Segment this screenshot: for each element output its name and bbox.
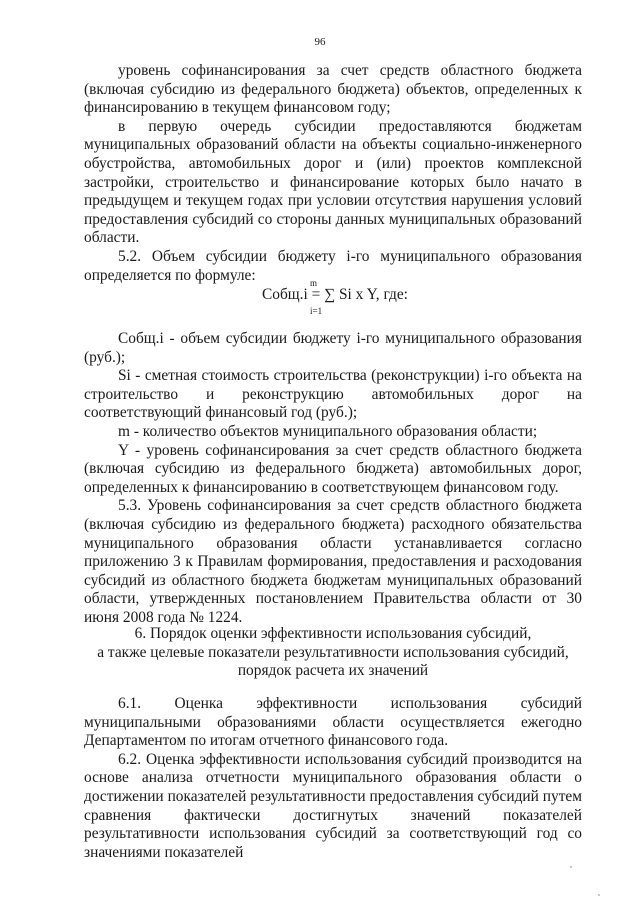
scan-speck bbox=[598, 894, 600, 896]
paragraph-priority-subsidies: в первую очередь субсидии предоставляются бюджетам муниципальных образований области на объекты социально-инженерного обустройства, автомобильных дорог и (или) проектов комплексной застройки, строительство и финансирование которых было начато в предыдущем и текущем годах при условии отсутствия нарушения условий предоставления субсидий со стороны данных муниципальных образований области. bbox=[84, 117, 582, 247]
paragraph-6-2: 6.2. Оценка эффективности использования субсидий производится на основе анализа отчетности муниципального образования области о достижении показателей результативности предоставления субсидий путем сравнения фактически достигнутых значений показателей результативности использования субсидий за соответствующий год со значениями показателей bbox=[84, 750, 582, 861]
text-block-intro bbox=[84, 62, 582, 285]
definition-m: m - количество объектов муниципального образования области; bbox=[118, 422, 538, 440]
definition-si: Si - сметная стоимость строительства (реконструкции) i-го объекта на строительство и реконструкцию автомобильных дорог на соответствующий финансовый год (руб.); bbox=[84, 367, 582, 422]
subsidy-formula bbox=[0, 278, 640, 318]
formula-lower-limit: i=1 bbox=[310, 306, 323, 316]
section-6-heading bbox=[84, 625, 582, 681]
formula-upper-limit: m bbox=[310, 278, 318, 288]
page-number: 96 bbox=[314, 36, 326, 48]
paragraph-6-1: 6.1. Оценка эффективности использования субсидий муниципальными образованиями области осуществляется ежегодно Департаментом по итогам отчетного финансового года. bbox=[84, 695, 582, 750]
definition-c-total: Собщ.i - объем субсидии бюджету i-го муниципального образования (руб.); bbox=[84, 330, 582, 366]
text-block-definitions bbox=[84, 330, 582, 628]
scan-speck bbox=[570, 866, 572, 868]
definition-y: Y - уровень софинансирования за счет средств областного бюджета (включая субсидию из федерального бюджета) автомобильных дорог, определенных к финансированию в соответствующем финансовом году. bbox=[84, 441, 582, 496]
paragraph-5-3: 5.3. Уровень софинансирования за счет средств областного бюджета (включая субсидию из федерального бюджета) расходного обязательства муниципального образования области устанавливается согласно приложению 3 к Правилам формирования, предоставления и расходования субсидий из областного бюджета бюджетам муниципальных образований области, утвержденных постановлением Правительства области от 30 июня 2008 года № 1224. bbox=[84, 497, 582, 626]
section-6-heading-line-1: 6. Порядок оценки эффективности использования субсидий, bbox=[134, 625, 532, 642]
formula-expression: Собщ.i = ∑ Si x Y, где: bbox=[262, 286, 408, 303]
paragraph-5-2: 5.2. Объем субсидии бюджету i-го муниципального образования определяется по формуле: bbox=[84, 247, 582, 284]
paragraph-cofinancing-level: уровень софинансирования за счет средств областного бюджета (включая субсидию из федерального бюджета) объектов, определенных к финансированию в текущем финансовом году; bbox=[84, 62, 582, 117]
text-block-section-6 bbox=[84, 695, 582, 862]
section-6-heading-line-2: а также целевые показатели результативности использования субсидий, порядок расчета их значений bbox=[97, 643, 569, 680]
